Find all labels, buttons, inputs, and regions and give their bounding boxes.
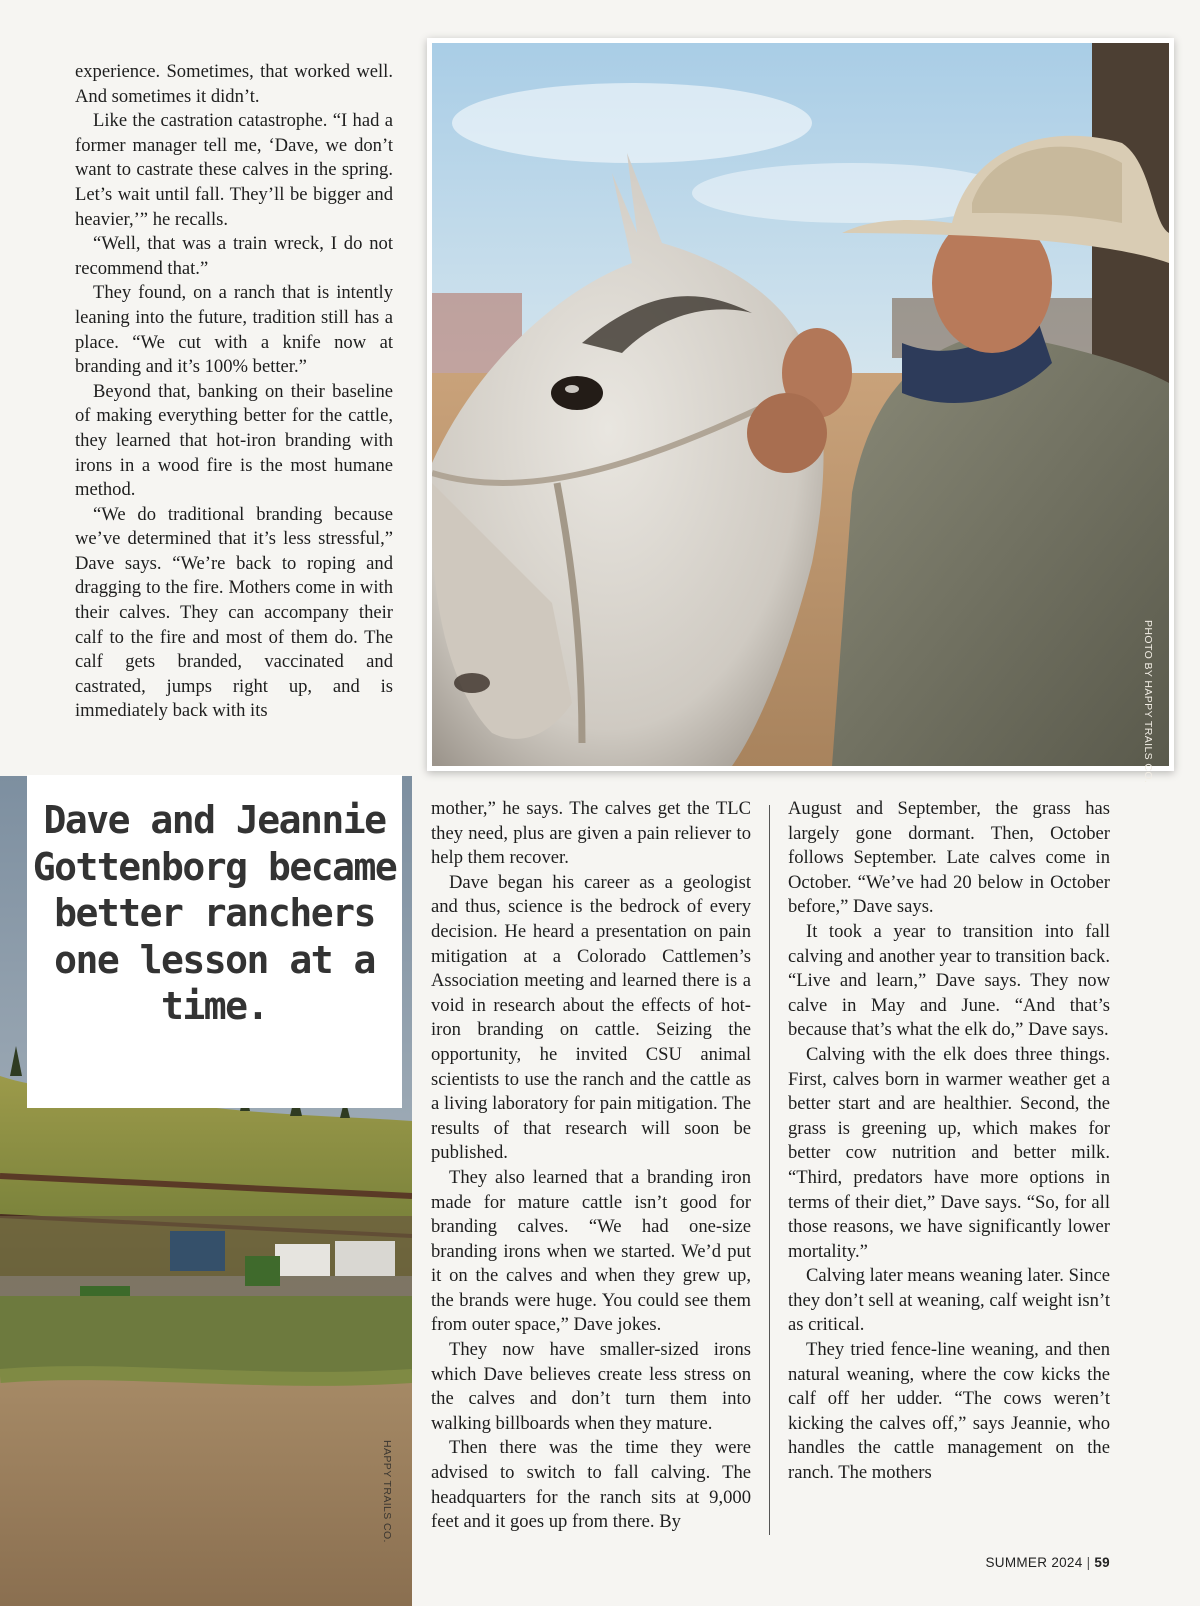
ranch-photo-credit: HAPPY TRAILS CO. <box>381 1440 393 1543</box>
page-folio <box>985 1555 1110 1570</box>
paragraph: “Well, that was a train wreck, I do not recommend that.” <box>75 233 393 279</box>
page-number: 59 <box>1094 1555 1110 1570</box>
paragraph: They found, on a ranch that is intently leaning into the future, tradition still has a place. “We cut with a knife now at branding and it’s 100% better.” <box>75 282 393 378</box>
paragraph: Then there was the time they were advised to switch to fall calving. The headquarters for the ranch sits at 9,000 feet and it goes up from there. By <box>431 1437 751 1533</box>
pull-quote: Dave and Jeannie Gottenborg became better ranchers one lesson at a time. <box>32 798 397 1028</box>
paragraph: August and September, the grass has largely gone dormant. Then, October follows September. Late calves come in October. “We’ve had 20 below in October before,” Dave says. <box>788 798 1110 918</box>
paragraph: Beyond that, banking on their baseline of making everything better for the cattle, they learned that hot-iron branding with irons in a wood fire is the most humane method. <box>75 380 393 501</box>
paragraph: Calving with the elk does three things. First, calves born in warmer weather get a better start and are healthier. Second, the grass is greening up, which makes for better cow nutrition and better milk. “Third, predators have more options in terms of their diet,” Dave says. “So, for all those reasons, we have significantly lower mortality.” <box>788 1043 1110 1262</box>
article-column-middle <box>431 797 751 1535</box>
issue-label: SUMMER 2024 <box>985 1555 1083 1570</box>
paragraph: “We do traditional branding because we’ve determined that it’s less stressful,” Dave says. “We’re back to roping and dragging to the fire. Mothers come in with their calves. They can accompany their calf to the fire and most of them do. The calf gets branded, vaccinated and castrated, jumps right up, and is immediately back with its <box>75 503 393 722</box>
paragraph: Like the castration catastrophe. “I had a former manager tell me, ‘Dave, we don’t want to castrate these calves in the spring. Let’s wait until fall. They’ll be bigger and heavier,’” he recalls. <box>75 110 393 230</box>
paragraph: They now have smaller-sized irons which Dave believes create less stress on the calves and don’t turn them into walking billboards when they mature. <box>431 1339 751 1434</box>
paragraph: experience. Sometimes, that worked well. And sometimes it didn’t. <box>75 61 393 107</box>
horse-photo-credit: PHOTO BY HAPPY TRAILS CO. <box>1142 620 1154 784</box>
horse-photo <box>427 38 1174 771</box>
horse-and-rancher-image <box>432 43 1169 766</box>
folio-separator: | <box>1086 1555 1091 1570</box>
article-column-top-left <box>75 60 393 724</box>
pull-quote-box <box>27 775 402 1108</box>
column-divider <box>769 805 770 1535</box>
paragraph: Calving later means weaning later. Since they don’t sell at weaning, calf weight isn’t as critical. <box>788 1265 1110 1336</box>
paragraph: mother,” he says. The calves get the TLC they need, plus are given a pain reliever to help them recover. <box>431 798 751 869</box>
article-column-right <box>788 797 1110 1486</box>
paragraph: They also learned that a branding iron made for mature cattle isn’t good for branding calves. “We had one-size branding irons when we started. We’d put it on the calves and when they grew up, the brands were huge. You could see them from outer space,” Dave jokes. <box>431 1166 751 1336</box>
paragraph: It took a year to transition into fall calving and another year to transition back. “Live and learn,” Dave says. They now calve in May and June. “And that’s because that’s what the elk do,” Dave says. <box>788 920 1110 1041</box>
paragraph: They tried fence-line weaning, and then natural weaning, where the cow kicks the calf off her udder. “The cows weren’t kicking the calves off,” says Jeannie, who handles the cattle management on the ranch. The mothers <box>788 1339 1110 1484</box>
paragraph: Dave began his career as a geologist and thus, science is the bedrock of every decision. He heard a presentation on pain mitigation at a Colorado Cattlemen’s Association meeting and learned there is a void in research about the effects of hot-iron branding on cattle. Seizing the opportunity, he invited CSU animal scientists to use the ranch and the cattle as a living laboratory for pain mitigation. The results of that research will soon be published. <box>431 871 751 1164</box>
